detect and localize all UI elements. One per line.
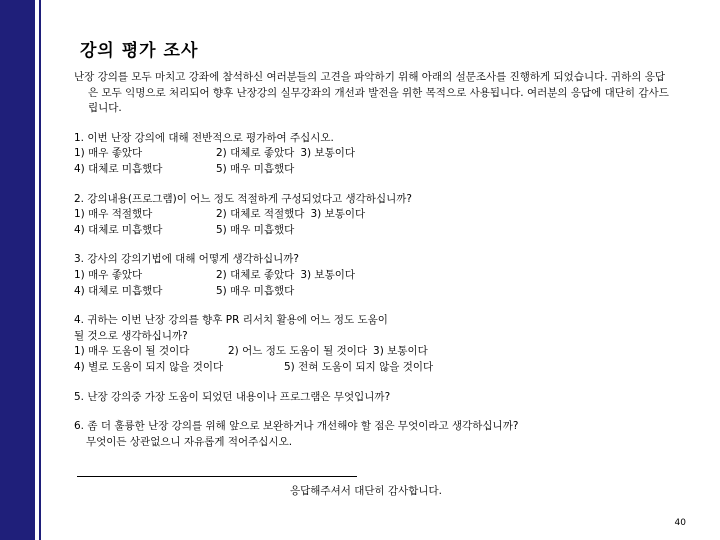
closing-text: 응답해주셔서 대단히 감사합니다.	[290, 485, 443, 497]
intro-text: 난장 강의를 모두 마치고 강좌에 참석하신 여러분들의 고견을 파악하기 위해 아래의 설문조사를 진행하게 되었습니다. 귀하의 응답은 모두 익명으로 처리되어 향후 난장강의 실무강좌의 개선과 발전을 위한 목적으로 사용됩니다. 여러분의 응답에 대단히 감사드립니다.	[74, 71, 669, 115]
signature-line	[77, 476, 357, 477]
question-3-options-row-2	[74, 284, 674, 300]
question-3	[74, 252, 674, 299]
question-4-text: 4. 귀하는 이번 난장 강의를 향후 PR 리서치 활용에 어느 정도 도움이	[74, 314, 388, 327]
question-6-text-cont: 무엇이든 상관없으니 자유롭게 적어주십시오.	[86, 435, 293, 448]
option: 2) 대체로 좋았다	[216, 268, 295, 281]
page-number: 40	[674, 518, 686, 528]
sidebar-divider	[39, 0, 41, 540]
question-4-options-row-2	[74, 360, 674, 376]
question-4-text-cont: 될 것으로 생각하십니까?	[74, 329, 188, 342]
survey-content	[74, 70, 674, 464]
question-1-options-row-2	[74, 162, 674, 178]
option: 3) 보통이다	[310, 208, 366, 221]
option: 2) 어느 정도 도움이 될 것이다	[228, 345, 368, 358]
option: 1) 매우 적절했다	[74, 208, 153, 221]
question-4-options-row-1	[74, 344, 674, 360]
option: 5) 매우 미흡했다	[216, 162, 295, 175]
question-2-options-row-1	[74, 207, 674, 223]
question-3-text: 3. 강사의 강의기법에 대해 어떻게 생각하십니까?	[74, 253, 299, 266]
question-5	[74, 390, 674, 406]
option: 1) 매우 도움이 될 것이다	[74, 345, 190, 358]
question-2-text: 2. 강의내용(프로그램)이 어느 정도 적절하게 구성되었다고 생각하십니까?	[74, 192, 412, 205]
option: 4) 대체로 미흡했다	[74, 284, 163, 297]
option: 5) 매우 미흡했다	[216, 284, 295, 297]
option: 3) 보통이다	[300, 147, 355, 160]
page-title: 강의 평가 조사	[80, 41, 199, 61]
sidebar-bar	[0, 0, 35, 540]
question-1	[74, 131, 674, 178]
option: 4) 대체로 미흡했다	[74, 162, 163, 175]
option: 1) 매우 좋았다	[74, 147, 143, 160]
question-2	[74, 192, 674, 239]
question-6	[74, 419, 674, 450]
option: 2) 대체로 적절했다	[216, 208, 305, 221]
question-6-text: 6. 좀 더 훌륭한 난장 강의를 위해 앞으로 보완하거나 개선해야 할 점은 무엇이라고 생각하십니까?	[74, 420, 519, 433]
question-3-options-row-1	[74, 268, 674, 284]
question-2-options-row-2	[74, 223, 674, 239]
option: 3) 보통이다	[373, 345, 428, 358]
question-4	[74, 313, 674, 375]
option: 5) 매우 미흡했다	[216, 223, 295, 236]
option: 3) 보통이다	[300, 268, 355, 281]
question-5-text: 5. 난장 강의중 가장 도움이 되었던 내용이나 프로그램은 무엇입니까?	[74, 390, 391, 403]
option: 1) 매우 좋았다	[74, 268, 143, 281]
option: 4) 별로 도움이 되지 않을 것이다	[74, 360, 224, 373]
question-1-text: 1. 이번 난장 강의에 대해 전반적으로 평가하여 주십시오.	[74, 131, 334, 144]
option: 5) 전혀 도움이 되지 않을 것이다	[284, 360, 434, 373]
option: 4) 대체로 미흡했다	[74, 223, 163, 236]
question-1-options-row-1	[74, 146, 674, 162]
option: 2) 대체로 좋았다	[216, 147, 295, 160]
